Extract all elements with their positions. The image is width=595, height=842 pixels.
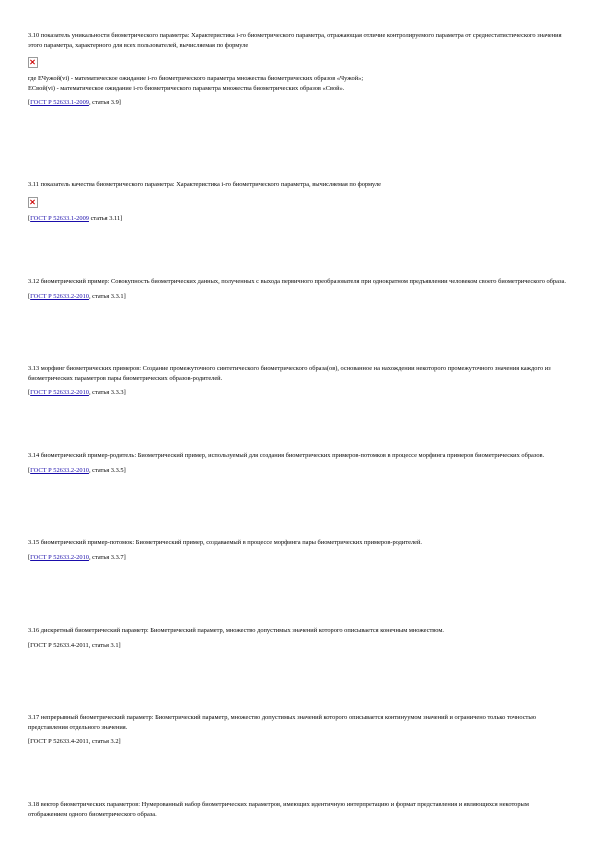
entry-text bbox=[28, 800, 568, 819]
term-entry-3-14 bbox=[28, 451, 568, 475]
broken-image-icon bbox=[28, 197, 38, 208]
gost-link[interactable]: ГОСТ Р 52633.2-2010 bbox=[30, 389, 89, 397]
entry-text bbox=[28, 451, 568, 461]
entry-term: вектор биометрических параметров: bbox=[40, 801, 141, 808]
entry-number: 3.17 bbox=[28, 714, 40, 721]
term-entry-3-10 bbox=[28, 31, 568, 108]
entry-term: биометрический пример-потомок: bbox=[40, 539, 135, 546]
entry-text bbox=[28, 538, 568, 548]
gost-link[interactable]: ГОСТ Р 52633.2-2010 bbox=[30, 553, 89, 561]
reference-article: , статья 3.3.3] bbox=[88, 389, 126, 397]
entry-term: показатель качества биометрического параметра: bbox=[40, 181, 175, 188]
entry-number: 3.13 bbox=[28, 365, 40, 372]
source-reference: [ГОСТ Р 52633.4-2011, статья 3.1] bbox=[28, 641, 121, 649]
gost-link[interactable]: ГОСТ Р 52633.1-2009 bbox=[30, 214, 89, 222]
source-reference: [ГОСТ Р 52633.2-2010, статья 3.3.3] bbox=[28, 389, 126, 397]
entry-term: биометрический пример: bbox=[40, 278, 110, 285]
reference-article: , статья 3.3.7] bbox=[88, 553, 126, 561]
entry-definition: Нумерованный набор биометрических параметров, имеющих идентичную интерпретацию и формат представления и являющихся некоторым отображением одного биометрического образа. bbox=[28, 801, 529, 818]
entry-number: 3.14 bbox=[28, 452, 40, 459]
gost-link[interactable]: ГОСТ Р 52633.2-2010 bbox=[30, 466, 89, 474]
term-entry-3-11 bbox=[28, 180, 568, 223]
term-entry-3-16 bbox=[28, 626, 568, 650]
term-entry-3-13 bbox=[28, 364, 568, 398]
entry-number: 3.16 bbox=[28, 627, 40, 634]
entry-definition: Создание промежуточного синтетического биометрического образа(ов), основанное на нахождении некоторого промежуточного значения каждого из биометрических параметров пары биометрических образов-родителей. bbox=[28, 365, 551, 382]
source-reference: [ГОСТ Р 52633.2-2010, статья 3.3.5] bbox=[28, 466, 126, 474]
entry-number: 3.18 bbox=[28, 801, 40, 808]
term-entry-3-15 bbox=[28, 538, 568, 562]
reference-article: , статья 3.3.1] bbox=[88, 292, 126, 300]
entry-text bbox=[28, 277, 568, 287]
entry-number: 3.12 bbox=[28, 278, 40, 285]
reference-article: , статья 3.9] bbox=[88, 99, 121, 107]
source-reference: [ГОСТ Р 52633.2-2010, статья 3.3.1] bbox=[28, 292, 126, 300]
entry-number: 3.15 bbox=[28, 539, 40, 546]
entry-definition: Биометрический пример, создаваемый в процессе морфинга пары биометрических примеров-родителей. bbox=[135, 539, 423, 546]
entry-definition: Характеристика i-го биометрического параметра, вычисляемая по формуле bbox=[176, 181, 381, 188]
term-entry-3-12 bbox=[28, 277, 568, 301]
entry-number: 3.11 bbox=[28, 181, 39, 188]
formula-explanation: где EЧужой(vi) - математическое ожидание i-го биометрического параметра множества биометрических образов «Чужой»; bbox=[28, 75, 364, 83]
entry-text bbox=[28, 180, 568, 190]
entry-text bbox=[28, 31, 568, 50]
gost-link[interactable]: ГОСТ Р 52633.2-2010 bbox=[30, 292, 89, 300]
entry-term: непрерывный биометрический параметр: bbox=[40, 714, 154, 721]
source-reference: [ГОСТ Р 52633.2-2010, статья 3.3.7] bbox=[28, 553, 126, 561]
entry-text bbox=[28, 626, 568, 636]
gost-link[interactable]: ГОСТ Р 52633.1-2009 bbox=[30, 99, 89, 107]
reference-article: статья 3.11] bbox=[88, 214, 123, 222]
entry-definition: Биометрический пример, используемый для создания биометрических примеров-потомков в процессе морфинга примеров биометрических образов. bbox=[137, 452, 545, 459]
term-entry-3-17 bbox=[28, 713, 568, 747]
entry-text bbox=[28, 364, 568, 383]
entry-term: показатель уникальности биометрического параметра: bbox=[40, 32, 190, 39]
reference-article: , статья 3.3.5] bbox=[88, 466, 126, 474]
source-reference: [ГОСТ Р 52633.1-2009, статья 3.9] bbox=[28, 99, 121, 107]
source-reference: [ГОСТ Р 52633.1-2009 статья 3.11] bbox=[28, 214, 123, 222]
term-entry-3-18 bbox=[28, 800, 568, 819]
entry-text bbox=[28, 713, 568, 732]
entry-definition: Совокупность биометрических данных, полученных с выхода первичного преобразователя при однократном предъявлении человеком своего биометрического образа. bbox=[111, 278, 566, 285]
entry-definition: Биометрический параметр, множество допустимых значений которого описывается конечным множеством. bbox=[150, 627, 444, 634]
source-reference: [ГОСТ Р 52633.4-2011, статья 3.2] bbox=[28, 738, 121, 746]
formula-explanation: EСвой(vi) - математическое ожидание i-го биометрического параметра множества биометрических образов «Свой». bbox=[28, 84, 345, 92]
broken-image-icon bbox=[28, 57, 38, 68]
entry-number: 3.10 bbox=[28, 32, 40, 39]
entry-term: биометрический пример-родитель: bbox=[40, 452, 137, 459]
entry-definition: Биометрический параметр, множество допустимых значений которого описывается континуумом значений и ограничено только точностью представления отдельного значения. bbox=[28, 714, 537, 731]
entry-term: морфинг биометрических примеров: bbox=[40, 365, 142, 372]
entry-definition: Характеристика i-го биометрического параметра, отражающая отличие контролируемого параметра от среднестатистического значения этого параметра, характерного для всех пользователей, вычисляемая по формуле bbox=[28, 32, 562, 49]
entry-term: дискретный биометрический параметр: bbox=[40, 627, 149, 634]
